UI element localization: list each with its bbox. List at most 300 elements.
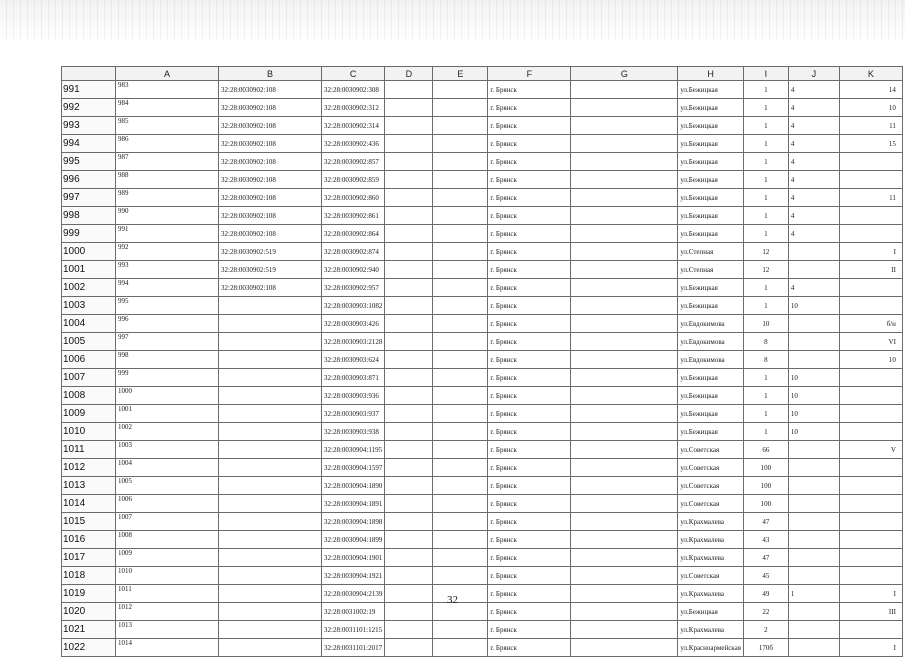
cell-b: 32:28:0030902:108	[219, 117, 322, 135]
cell-d	[385, 99, 433, 117]
row-number: 1006	[62, 351, 116, 369]
cell-i: 1	[743, 189, 788, 207]
cell-f: г. Брянск	[488, 405, 571, 423]
cell-h: ул.Бежицкая	[678, 225, 744, 243]
table-row	[62, 243, 903, 261]
cell-c: 32:28:0030902:312	[322, 99, 385, 117]
cell-f: г. Брянск	[488, 477, 571, 495]
cell-j	[788, 567, 839, 585]
row-number: 1022	[62, 639, 116, 657]
cell-l: 11	[839, 117, 902, 135]
cell-l: 15	[839, 135, 902, 153]
cell-d	[385, 477, 433, 495]
cell-i: 66	[743, 441, 788, 459]
cell-h: ул.Бежицкая	[678, 117, 744, 135]
cell-e	[433, 459, 488, 477]
cell-b: 32:28:0030902:108	[219, 99, 322, 117]
cell-c: 32:28:0030902:857	[322, 153, 385, 171]
row-number: 1004	[62, 315, 116, 333]
cell-h: ул.Евдокимова	[678, 315, 744, 333]
cell-i: 12	[743, 243, 788, 261]
cell-j	[788, 639, 839, 657]
cell-e	[433, 531, 488, 549]
cell-d	[385, 423, 433, 441]
cell-c: 32:28:0030902:436	[322, 135, 385, 153]
cell-i: 43	[743, 531, 788, 549]
cell-d	[385, 495, 433, 513]
cell-l: б/н	[839, 315, 902, 333]
cell-h: ул.Бежицкая	[678, 387, 744, 405]
row-number: 1021	[62, 621, 116, 639]
column-header: B	[219, 67, 322, 81]
cell-h: ул.Степная	[678, 261, 744, 279]
cell-j: 4	[788, 207, 839, 225]
cell-j	[788, 549, 839, 567]
cell-a: 1003	[116, 441, 219, 459]
cell-h: ул.Бежицкая	[678, 153, 744, 171]
cell-f: г. Брянск	[488, 441, 571, 459]
cell-d	[385, 297, 433, 315]
cell-f: г. Брянск	[488, 603, 571, 621]
cell-a: 1013	[116, 621, 219, 639]
cell-f: г. Брянск	[488, 495, 571, 513]
cell-h: ул.Бежицкая	[678, 423, 744, 441]
cell-a: 999	[116, 369, 219, 387]
row-number: 1009	[62, 405, 116, 423]
cell-a: 995	[116, 297, 219, 315]
cell-b	[219, 495, 322, 513]
table-row	[62, 639, 903, 657]
column-header: G	[571, 67, 678, 81]
cell-g	[571, 549, 678, 567]
cell-f: г. Брянск	[488, 297, 571, 315]
cell-h: ул.Бежицкая	[678, 135, 744, 153]
table-row	[62, 495, 903, 513]
cell-i: 1	[743, 153, 788, 171]
cell-b	[219, 405, 322, 423]
cell-d	[385, 387, 433, 405]
cell-l: 10	[839, 351, 902, 369]
cell-b: 32:28:0030902:108	[219, 81, 322, 99]
cell-l: III	[839, 603, 902, 621]
column-header: A	[116, 67, 219, 81]
cell-f: г. Брянск	[488, 549, 571, 567]
cell-h: ул.Бежицкая	[678, 405, 744, 423]
table-row	[62, 333, 903, 351]
cell-j	[788, 531, 839, 549]
cell-f: г. Брянск	[488, 315, 571, 333]
table-row	[62, 423, 903, 441]
row-number: 998	[62, 207, 116, 225]
cell-b: 32:28:0030902:519	[219, 243, 322, 261]
row-number: 996	[62, 171, 116, 189]
cell-f: г. Брянск	[488, 153, 571, 171]
cell-i: 45	[743, 567, 788, 585]
cell-h: ул.Советская	[678, 567, 744, 585]
cell-c: 32:28:0030903:624	[322, 351, 385, 369]
cell-j	[788, 621, 839, 639]
cell-b	[219, 333, 322, 351]
cell-l	[839, 369, 902, 387]
table-row	[62, 459, 903, 477]
cell-e	[433, 513, 488, 531]
cell-h: ул.Бежицкая	[678, 99, 744, 117]
cell-g	[571, 567, 678, 585]
column-header: H	[678, 67, 744, 81]
cell-a: 994	[116, 279, 219, 297]
table-row	[62, 477, 903, 495]
cell-f: г. Брянск	[488, 207, 571, 225]
cell-h: ул.Крахмалева	[678, 549, 744, 567]
cell-f: г. Брянск	[488, 459, 571, 477]
cell-b	[219, 351, 322, 369]
cell-b: 32:28:0030902:108	[219, 153, 322, 171]
cell-b	[219, 459, 322, 477]
cell-d	[385, 189, 433, 207]
cell-d	[385, 459, 433, 477]
cell-l	[839, 531, 902, 549]
table-row	[62, 135, 903, 153]
cell-f: г. Брянск	[488, 423, 571, 441]
cell-i: 22	[743, 603, 788, 621]
table-row	[62, 225, 903, 243]
cell-f: г. Брянск	[488, 117, 571, 135]
row-number: 1016	[62, 531, 116, 549]
cell-j: 10	[788, 297, 839, 315]
cell-l	[839, 405, 902, 423]
cell-l	[839, 153, 902, 171]
cell-j	[788, 459, 839, 477]
table-row	[62, 279, 903, 297]
cell-h: ул.Бежицкая	[678, 279, 744, 297]
cell-a: 993	[116, 261, 219, 279]
cell-l	[839, 297, 902, 315]
row-number: 1000	[62, 243, 116, 261]
cell-e	[433, 135, 488, 153]
cell-e	[433, 279, 488, 297]
cell-i: 1	[743, 279, 788, 297]
cell-f: г. Брянск	[488, 639, 571, 657]
cell-f: г. Брянск	[488, 513, 571, 531]
cell-l: I	[839, 639, 902, 657]
cell-c: 32:28:0030904:1890	[322, 477, 385, 495]
cell-l: 11	[839, 189, 902, 207]
cell-d	[385, 531, 433, 549]
row-number: 1011	[62, 441, 116, 459]
cell-e	[433, 99, 488, 117]
cell-d	[385, 441, 433, 459]
row-number: 1012	[62, 459, 116, 477]
cell-j: 4	[788, 279, 839, 297]
cell-j: 10	[788, 423, 839, 441]
cell-e	[433, 297, 488, 315]
row-number: 1005	[62, 333, 116, 351]
cell-h: ул.Советская	[678, 477, 744, 495]
cell-h: ул.Евдокимова	[678, 333, 744, 351]
cell-c: 32:28:0030903:2128	[322, 333, 385, 351]
cell-g	[571, 225, 678, 243]
cell-f: г. Брянск	[488, 351, 571, 369]
cell-i: 8	[743, 351, 788, 369]
cell-e	[433, 495, 488, 513]
cell-g	[571, 351, 678, 369]
row-number: 1013	[62, 477, 116, 495]
cell-l	[839, 423, 902, 441]
cell-a: 984	[116, 99, 219, 117]
cell-d	[385, 135, 433, 153]
table-row	[62, 261, 903, 279]
cell-j: 4	[788, 153, 839, 171]
cell-l	[839, 279, 902, 297]
cell-c: 32:28:0030903:937	[322, 405, 385, 423]
table-row	[62, 387, 903, 405]
cell-c: 32:28:0030902:314	[322, 117, 385, 135]
cell-a: 1006	[116, 495, 219, 513]
column-header: J	[788, 67, 839, 81]
cell-f: г. Брянск	[488, 99, 571, 117]
cell-b	[219, 531, 322, 549]
row-number: 995	[62, 153, 116, 171]
cell-d	[385, 243, 433, 261]
cell-c: 32:28:0030902:874	[322, 243, 385, 261]
cell-l	[839, 513, 902, 531]
cell-c: 32:28:0030902:308	[322, 81, 385, 99]
cell-h: ул.Бежицкая	[678, 171, 744, 189]
cell-j: 4	[788, 225, 839, 243]
table-row	[62, 567, 903, 585]
cell-i: 1	[743, 297, 788, 315]
cell-l	[839, 567, 902, 585]
cell-e	[433, 225, 488, 243]
cell-g	[571, 99, 678, 117]
cell-b	[219, 423, 322, 441]
row-number: 1015	[62, 513, 116, 531]
cell-i: 12	[743, 261, 788, 279]
cell-c: 32:28:0030903:871	[322, 369, 385, 387]
cell-i: 10	[743, 315, 788, 333]
cell-a: 990	[116, 207, 219, 225]
cell-g	[571, 621, 678, 639]
cell-h: ул.Бежицкая	[678, 603, 744, 621]
cell-a: 1007	[116, 513, 219, 531]
cell-j	[788, 477, 839, 495]
cell-d	[385, 333, 433, 351]
cell-d	[385, 171, 433, 189]
cell-c: 32:28:0030904:1899	[322, 531, 385, 549]
cell-c: 32:28:0030902:940	[322, 261, 385, 279]
cell-g	[571, 513, 678, 531]
cell-f: г. Брянск	[488, 567, 571, 585]
cell-e	[433, 639, 488, 657]
cell-l	[839, 459, 902, 477]
cell-b: 32:28:0030902:108	[219, 189, 322, 207]
cell-l: 14	[839, 81, 902, 99]
cell-f: г. Брянск	[488, 531, 571, 549]
row-number: 1002	[62, 279, 116, 297]
cell-j: 10	[788, 405, 839, 423]
cell-e	[433, 423, 488, 441]
column-header: D	[385, 67, 433, 81]
cell-l: I	[839, 585, 902, 603]
table-row	[62, 117, 903, 135]
cell-j	[788, 513, 839, 531]
row-number: 997	[62, 189, 116, 207]
cell-h: ул.Степная	[678, 243, 744, 261]
cell-g	[571, 423, 678, 441]
cell-l	[839, 495, 902, 513]
cell-d	[385, 153, 433, 171]
cell-a: 985	[116, 117, 219, 135]
cell-i: 1	[743, 207, 788, 225]
cell-h: ул.Бежицкая	[678, 189, 744, 207]
cell-j: 4	[788, 189, 839, 207]
cell-j: 4	[788, 81, 839, 99]
row-number: 1007	[62, 369, 116, 387]
cell-h: ул.Советская	[678, 441, 744, 459]
cell-f: г. Брянск	[488, 189, 571, 207]
cell-c: 32:28:0030904:1898	[322, 513, 385, 531]
cell-a: 998	[116, 351, 219, 369]
table-body	[62, 67, 903, 657]
cell-a: 989	[116, 189, 219, 207]
cell-i: 47	[743, 549, 788, 567]
column-header: C	[322, 67, 385, 81]
cell-c: 32:28:0031002:19	[322, 603, 385, 621]
cell-l: V	[839, 441, 902, 459]
cell-h: ул.Красноармейская	[678, 639, 744, 657]
row-number: 1010	[62, 423, 116, 441]
cell-e	[433, 117, 488, 135]
table-row	[62, 99, 903, 117]
cell-g	[571, 117, 678, 135]
cell-g	[571, 189, 678, 207]
cell-h: ул.Бежицкая	[678, 369, 744, 387]
cell-d	[385, 405, 433, 423]
cell-g	[571, 387, 678, 405]
cell-i: 1	[743, 369, 788, 387]
cell-b	[219, 369, 322, 387]
table-row	[62, 369, 903, 387]
cell-l	[839, 621, 902, 639]
cell-c: 32:28:0030903:936	[322, 387, 385, 405]
row-number: 994	[62, 135, 116, 153]
cell-j	[788, 333, 839, 351]
cell-g	[571, 495, 678, 513]
cell-f: г. Брянск	[488, 621, 571, 639]
cell-l	[839, 477, 902, 495]
cell-c: 32:28:0030904:1891	[322, 495, 385, 513]
cell-e	[433, 549, 488, 567]
cell-g	[571, 261, 678, 279]
cell-d	[385, 639, 433, 657]
row-number: 991	[62, 81, 116, 99]
cell-g	[571, 81, 678, 99]
cell-c: 32:28:0030904:1195	[322, 441, 385, 459]
cell-f: г. Брянск	[488, 387, 571, 405]
cell-d	[385, 549, 433, 567]
cell-f: г. Брянск	[488, 261, 571, 279]
cell-d	[385, 225, 433, 243]
cell-d	[385, 567, 433, 585]
cell-e	[433, 243, 488, 261]
cell-j: 4	[788, 135, 839, 153]
cell-c: 32:28:0030902:859	[322, 171, 385, 189]
cell-i: 1	[743, 99, 788, 117]
table-row	[62, 153, 903, 171]
cell-g	[571, 405, 678, 423]
cell-a: 1008	[116, 531, 219, 549]
cell-i: 170б	[743, 639, 788, 657]
cell-b: 32:28:0030902:108	[219, 279, 322, 297]
row-number: 1014	[62, 495, 116, 513]
cell-c: 32:28:0030904:2139	[322, 585, 385, 603]
cell-l: II	[839, 261, 902, 279]
cell-i: 1	[743, 117, 788, 135]
cell-h: ул.Крахмалева	[678, 621, 744, 639]
table-row	[62, 315, 903, 333]
cell-b	[219, 621, 322, 639]
cell-c: 32:28:0030904:1597	[322, 459, 385, 477]
cell-b	[219, 387, 322, 405]
cell-b	[219, 441, 322, 459]
cell-j	[788, 495, 839, 513]
column-header: E	[433, 67, 488, 81]
cell-a: 1009	[116, 549, 219, 567]
cell-b	[219, 639, 322, 657]
cell-a: 983	[116, 81, 219, 99]
cell-j	[788, 351, 839, 369]
cell-d	[385, 315, 433, 333]
cell-i: 2	[743, 621, 788, 639]
table-row	[62, 297, 903, 315]
cell-e	[433, 441, 488, 459]
table-row	[62, 171, 903, 189]
cell-e	[433, 171, 488, 189]
column-header: F	[488, 67, 571, 81]
table-row	[62, 441, 903, 459]
cell-f: г. Брянск	[488, 81, 571, 99]
cell-i: 49	[743, 585, 788, 603]
cell-i: 100	[743, 477, 788, 495]
cell-g	[571, 153, 678, 171]
cell-f: г. Брянск	[488, 369, 571, 387]
cell-c: 32:28:0031101:1215	[322, 621, 385, 639]
cell-i: 1	[743, 225, 788, 243]
cell-l: I	[839, 243, 902, 261]
cell-f: г. Брянск	[488, 135, 571, 153]
cell-f: г. Брянск	[488, 585, 571, 603]
cell-a: 997	[116, 333, 219, 351]
cell-a: 987	[116, 153, 219, 171]
cell-g	[571, 531, 678, 549]
spreadsheet-table	[61, 66, 903, 657]
cell-i: 1	[743, 423, 788, 441]
cell-g	[571, 297, 678, 315]
cell-a: 1005	[116, 477, 219, 495]
cell-g	[571, 459, 678, 477]
cell-e	[433, 189, 488, 207]
cell-j: 10	[788, 387, 839, 405]
column-header: I	[743, 67, 788, 81]
cell-f: г. Брянск	[488, 225, 571, 243]
cell-e	[433, 621, 488, 639]
table-row	[62, 531, 903, 549]
cell-j: 1	[788, 585, 839, 603]
cell-d	[385, 207, 433, 225]
cell-a: 988	[116, 171, 219, 189]
cell-j: 4	[788, 99, 839, 117]
cell-a: 1000	[116, 387, 219, 405]
